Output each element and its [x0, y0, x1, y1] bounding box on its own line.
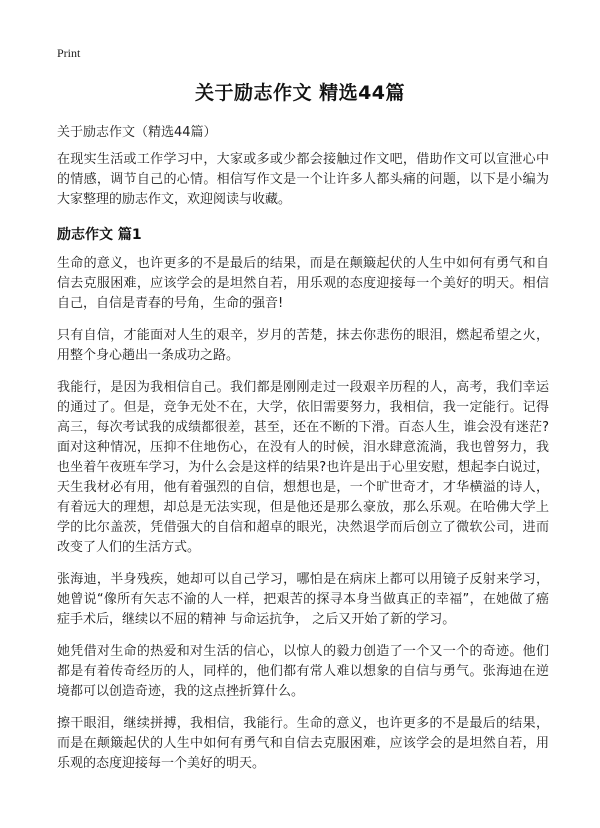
- body-paragraph-5: 她凭借对生命的热爱和对生活的信心，以惊人的毅力创造了一个又一个的奇迹。他们都是有着传奇经历的人，同样的，他们都有常人难以想象的自信与勇气。张海迪在逆境都可以创造奇迹，我的这点挫折算什么。: [57, 644, 549, 699]
- intro-paragraph: 在现实生活或工作学习中，大家或多或少都会接触过作文吧，借助作文可以宣泄心中的情感，调节自己的心情。相信写作文是一个让许多人都头痛的问题，以下是小编为大家整理的励志作文，欢迎阅读与收藏。: [57, 152, 549, 207]
- body-paragraph-4: 张海迪，半身残疾，她却可以自己学习，哪怕是在病床上都可以用镜子反射来学习，她曾说“像所有矢志不渝的人一样，把艰苦的探寻本身当做真正的幸福”，在她做了癌症手术后，继续以不屈的精神 与命运抗争， 之后又开始了新的学习。: [57, 572, 549, 627]
- body-paragraph-6: 擦干眼泪，继续拼搏，我相信，我能行。生命的意义，也许更多的不是最后的结果，而是在颠簸起伏的人生中如何有勇气和自信去克服困难，应该学会的是坦然自若，用乐观的态度迎接每一个美好的明天。: [57, 716, 549, 771]
- body-paragraph-2: 只有自信，才能面对人生的艰辛，岁月的苦楚，抹去你悲伤的眼泪，燃起希望之火，用整个身心趟出一条成功之路。: [57, 328, 549, 363]
- article-body: [57, 150, 549, 786]
- body-paragraph-1: 生命的意义，也许更多的不是最后的结果，而是在颠簸起伏的人生中如何有勇气和自信去克服困难，应该学会的是坦然自若，用乐观的态度迎接每一个美好的明天。相信自己，自信是青春的号角，生命的强音!: [57, 256, 549, 311]
- page-title: 关于励志作文 精选44篇: [194, 82, 406, 104]
- document-subtitle: 关于励志作文（精选44篇）: [57, 125, 217, 140]
- body-paragraph-3: 我能行，是因为我相信自己。我们都是刚刚走过一段艰辛历程的人，高考，我们幸运的通过了。但是，竞争无处不在，大学，依旧需要努力，我相信，我一定能行。记得高三，每次考试我的成绩都很差，甚至，还在不断的下滑。百态人生，谁会没有迷茫?面对这种情况，压抑不住地伤心，在没有人的时候，泪水肆意流淌，我也曾努力，我也坐着午夜班车学习，为什么会是这样的结果?也许是出于心里安慰，想起李白说过，天生我材必有用，他有着强烈的自信，想想也是，一个旷世奇才，才华横溢的诗人，有着远大的理想，却总是无法实现，但是他还是那么豪放，那么乐观。在哈佛大学上学的比尔盖茨，凭借强大的自信和超卓的眼光，决然退学而后创立了微软公司，进而改变了人们的生活方式。: [57, 380, 549, 555]
- section-heading: 励志作文 篇1: [57, 227, 142, 243]
- print-link[interactable]: Print: [57, 46, 81, 60]
